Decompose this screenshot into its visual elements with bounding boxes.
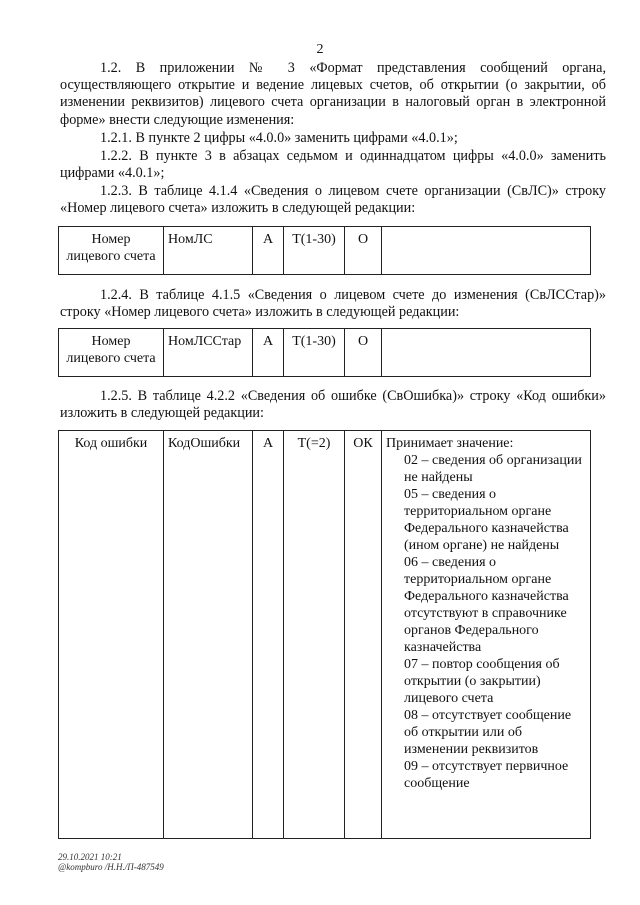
paragraph-1-2-4: 1.2.4. В таблице 4.1.5 «Сведения о лицевом счете до изменения (СвЛССтар)» строку «Номер лицевого счета» изложить в следующей редакции: bbox=[60, 287, 606, 321]
cell-note bbox=[382, 329, 591, 377]
value-07: 07 – повтор сообщения об открытии (о закрытии) лицевого счета bbox=[404, 657, 560, 706]
cell-req: ОК bbox=[345, 431, 382, 839]
paragraph-1-2-2: 1.2.2. В пункте 3 в абзацах седьмом и одиннадцатом цифры «4.0.0» заменить цифрами «4.0.1»; bbox=[60, 148, 606, 182]
value-06: 06 – сведения о территориальном органе Федерального казначейства отсутствуют в справочнике органов Федерального казначейства bbox=[404, 555, 569, 655]
footer-id: @kompburo /H.H./П-487549 bbox=[58, 862, 164, 872]
footer-stamp bbox=[58, 852, 164, 872]
description-intro: Принимает значение: bbox=[386, 436, 514, 451]
page-number: 2 bbox=[316, 42, 324, 57]
value-09: 09 – отсутствует первичное сообщение bbox=[404, 759, 569, 791]
cell-name: Код ошибки bbox=[59, 431, 164, 839]
footer-date: 29.10.2021 10:21 bbox=[58, 852, 122, 862]
cell-type: Т(=2) bbox=[284, 431, 345, 839]
paragraph-1-2-3: 1.2.3. В таблице 4.1.4 «Сведения о лицевом счете организации (СвЛС)» строку «Номер лицевого счета» изложить в следующей редакции: bbox=[60, 183, 606, 217]
value-05: 05 – сведения о территориальном органе Федерального казначейства (ином органе) не найдены bbox=[404, 487, 569, 553]
cell-req: О bbox=[345, 329, 382, 377]
cell-code: НомЛССтар bbox=[164, 329, 253, 377]
cell-code: КодОшибки bbox=[164, 431, 253, 839]
cell-code: НомЛС bbox=[164, 227, 253, 275]
cell-description bbox=[382, 431, 591, 839]
table-kodoshibki bbox=[58, 430, 591, 839]
value-08: 08 – отсутствует сообщение об открытии или об изменении реквизитов bbox=[404, 708, 572, 757]
cell-attr: А bbox=[253, 227, 284, 275]
cell-type: Т(1-30) bbox=[284, 227, 345, 275]
table-nomls bbox=[58, 226, 591, 275]
cell-type: Т(1-30) bbox=[284, 329, 345, 377]
value-02: 02 – сведения об организации не найдены bbox=[404, 453, 582, 485]
table-nomlsstar bbox=[58, 328, 591, 377]
cell-req: О bbox=[345, 227, 382, 275]
cell-attr: А bbox=[253, 329, 284, 377]
cell-note bbox=[382, 227, 591, 275]
paragraph-1-2: 1.2. В приложении № 3 «Формат представления сообщений органа, осуществляющего открытие и ведение лицевых счетов, об открытии (о закрытии, об изменении реквизитов) лицевого счета организации в налоговый орган в электронной форме» внести следующие изменения: bbox=[60, 60, 606, 128]
cell-name: Номер лицевого счета bbox=[59, 329, 164, 377]
paragraph-1-2-5: 1.2.5. В таблице 4.2.2 «Сведения об ошибке (СвОшибка)» строку «Код ошибки» изложить в следующей редакции: bbox=[60, 388, 606, 422]
cell-name: Номер лицевого счета bbox=[59, 227, 164, 275]
cell-attr: А bbox=[253, 431, 284, 839]
paragraph-1-2-1: 1.2.1. В пункте 2 цифры «4.0.0» заменить цифрами «4.0.1»; bbox=[100, 130, 458, 146]
